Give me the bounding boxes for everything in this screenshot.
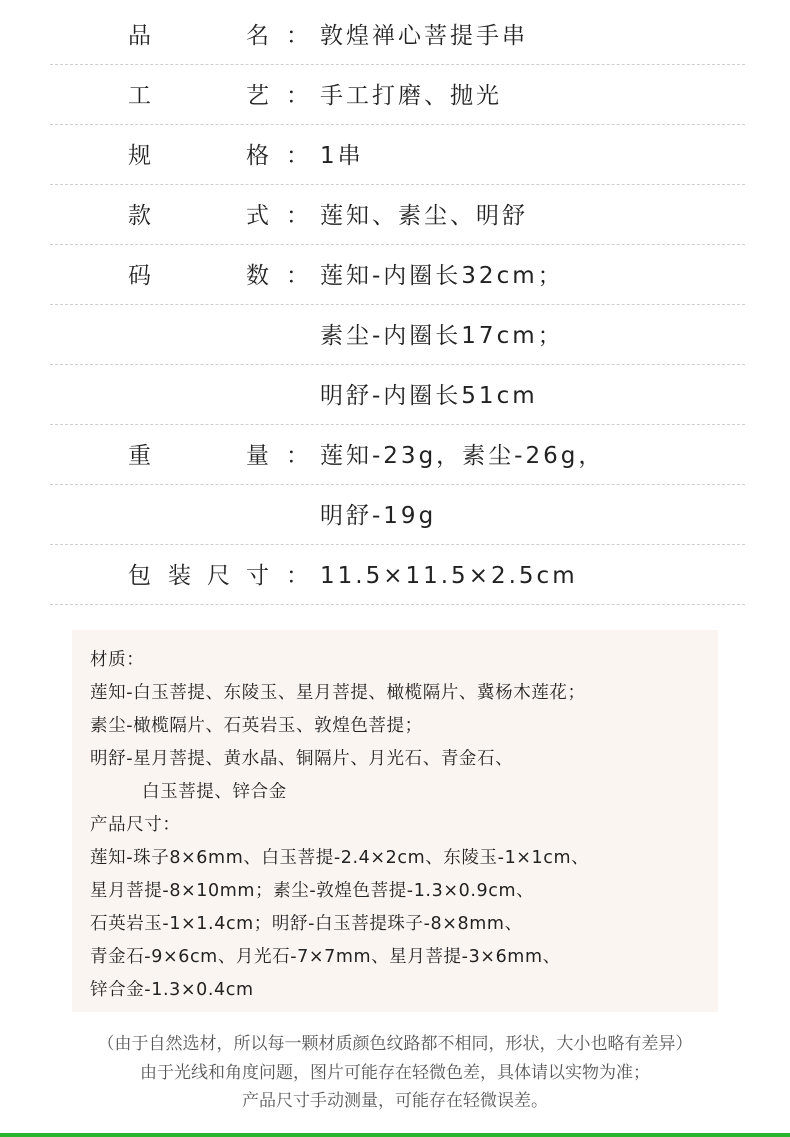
spec-row-size-cont <box>50 365 745 425</box>
spec-row-style <box>50 185 745 245</box>
spec-label-char: 数 <box>246 263 270 289</box>
material-heading: 材质： <box>90 650 145 670</box>
material-line: 白玉菩提、锌合金 <box>142 782 287 802</box>
spec-value: 手工打磨、抛光 <box>320 83 502 109</box>
spec-value: 莲知-内圈长32cm； <box>320 263 564 289</box>
spec-label-char: 艺 <box>246 83 270 109</box>
spec-label-char: 款 <box>128 203 152 229</box>
spec-label-char: 重 <box>128 443 152 469</box>
size-line: 石英岩玉-1×1.4cm；明舒-白玉菩提珠子-8×8mm、 <box>90 914 523 934</box>
spec-value: 素尘-内圈长17cm； <box>320 323 564 349</box>
note-line: 产品尺寸手动测量，可能存在轻微误差。 <box>242 1091 548 1111</box>
spec-label-char: 码 <box>128 263 152 289</box>
size-line: 青金石-9×6cm、月光石-7×7mm、星月菩提-3×6mm、 <box>90 947 561 967</box>
spec-value: 敦煌禅心菩提手串 <box>320 23 528 49</box>
material-line: 莲知-白玉菩提、东陵玉、星月菩提、橄榄隔片、冀杨木莲花； <box>90 683 586 703</box>
spec-colon: ： <box>286 83 309 109</box>
note-line: 由于光线和角度问题，图片可能存在轻微色差，具体请以实物为准； <box>140 1062 650 1083</box>
spec-value: 明舒-内圈长51cm <box>320 383 538 409</box>
size-line: 莲知-珠子8×6mm、白玉菩提-2.4×2cm、东陵玉-1×1cm、 <box>90 848 590 868</box>
spec-colon: ： <box>286 563 309 589</box>
spec-label-char: 装 <box>168 563 192 589</box>
spec-row-weight-cont <box>50 485 745 545</box>
spec-colon: ： <box>286 143 309 169</box>
spec-label-char: 量 <box>246 443 270 469</box>
size-line: 锌合金-1.3×0.4cm <box>90 980 254 1000</box>
spec-row-package <box>50 545 745 605</box>
spec-row-name <box>50 5 745 65</box>
spec-label-char: 格 <box>246 143 270 169</box>
size-line: 星月菩提-8×10mm；素尘-敦煌色菩提-1.3×0.9cm、 <box>90 881 535 901</box>
spec-table <box>50 5 745 605</box>
detail-box <box>72 630 718 1012</box>
spec-colon: ： <box>286 203 309 229</box>
spec-label-char: 寸 <box>246 563 270 589</box>
spec-colon: ： <box>286 263 309 289</box>
spec-label-char: 式 <box>246 203 270 229</box>
spec-label-char: 规 <box>128 143 152 169</box>
spec-row-size <box>50 245 745 305</box>
spec-label-char: 工 <box>128 83 152 109</box>
spec-value: 1串 <box>320 143 364 169</box>
spec-value: 莲知、素尘、明舒 <box>320 203 528 229</box>
material-line: 明舒-星月菩提、黄水晶、铜隔片、月光石、青金石、 <box>90 749 514 769</box>
spec-value: 11.5×11.5×2.5cm <box>320 563 578 589</box>
spec-label-char: 名 <box>246 23 270 49</box>
spec-row-weight <box>50 425 745 485</box>
spec-colon: ： <box>286 443 309 469</box>
spec-label-char: 品 <box>128 23 152 49</box>
spec-row-spec <box>50 125 745 185</box>
spec-row-craft <box>50 65 745 125</box>
disclaimer-notes <box>0 1030 790 1116</box>
bottom-accent-bar <box>0 1133 790 1137</box>
spec-value: 明舒-19g <box>320 503 437 529</box>
size-heading: 产品尺寸： <box>90 815 181 835</box>
spec-label-char: 包 <box>128 563 152 589</box>
material-line: 素尘-橄榄隔片、石英岩玉、敦煌色菩提； <box>90 716 423 736</box>
spec-value: 莲知-23g，素尘-26g， <box>320 443 605 469</box>
spec-colon: ： <box>286 23 309 49</box>
spec-row-size-cont <box>50 305 745 365</box>
note-line: （由于自然选材，所以每一颗材质颜色纹路都不相同，形状，大小也略有差异） <box>97 1034 693 1054</box>
spec-label-char: 尺 <box>207 563 231 589</box>
